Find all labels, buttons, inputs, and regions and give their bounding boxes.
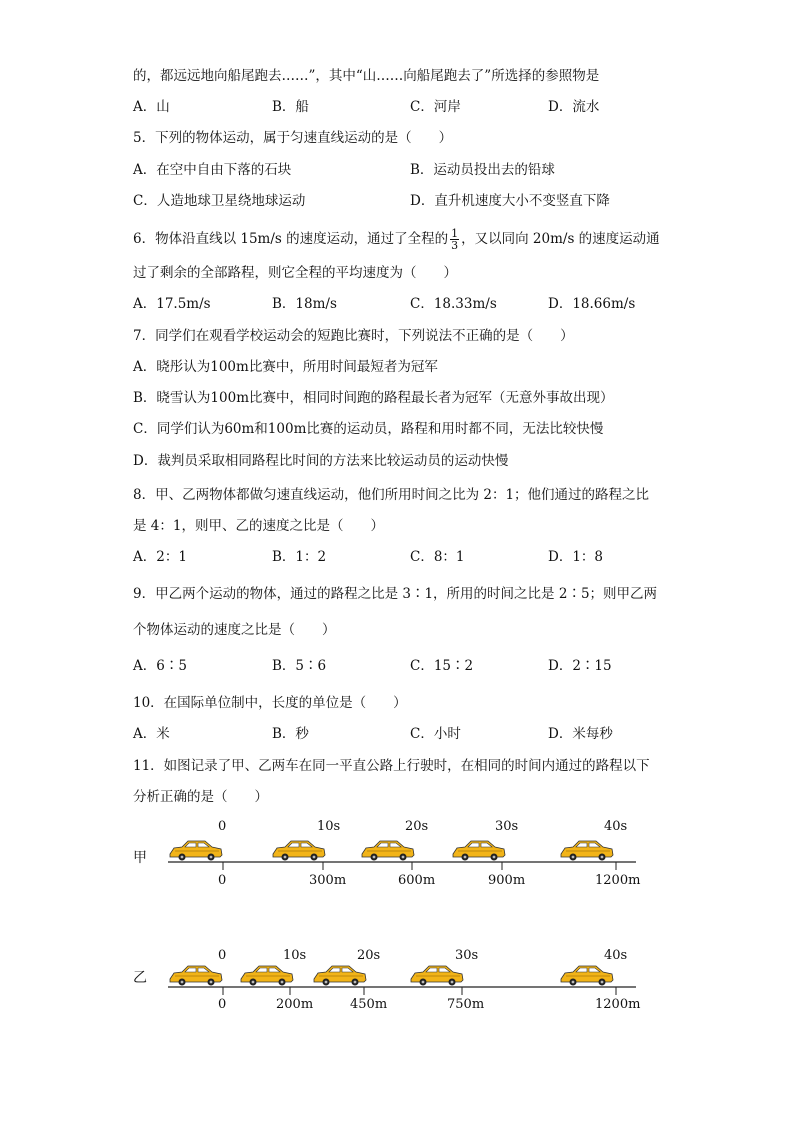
yi-time-10s: 10s bbox=[283, 948, 307, 963]
ticks-jia bbox=[223, 862, 616, 870]
car-icon-0 bbox=[170, 841, 222, 861]
yi-time-20s: 20s bbox=[357, 948, 381, 963]
q10-option-a[interactable]: A．米 bbox=[133, 726, 170, 742]
q10-option-c[interactable]: C．小时 bbox=[410, 726, 461, 742]
row-label-jia: 甲 bbox=[133, 850, 147, 866]
car-icon-0 bbox=[170, 966, 222, 986]
jia-time-20s: 20s bbox=[405, 819, 429, 834]
jia-distance-300m: 300m bbox=[309, 873, 347, 888]
q10-option-b[interactable]: B．秒 bbox=[272, 726, 309, 742]
q9-option-d[interactable]: D．2∶15 bbox=[548, 658, 612, 674]
q6-option-c[interactable]: C．18.33m/s bbox=[410, 296, 497, 312]
q4-option-c[interactable]: C．河岸 bbox=[410, 99, 461, 115]
q9-option-b[interactable]: B．5∶6 bbox=[272, 658, 327, 674]
yi-time-40s: 40s bbox=[604, 948, 628, 963]
q9-option-c[interactable]: C．15∶2 bbox=[410, 658, 474, 674]
q4-stem-tail: 的，都远远地向船尾跑去……”，其中“山……向船尾跑去了”所选择的参照物是 bbox=[133, 68, 600, 84]
car-icon-20s bbox=[362, 841, 414, 861]
q9-option-a[interactable]: A．6∶5 bbox=[133, 658, 187, 674]
jia-distance-900m: 900m bbox=[488, 873, 526, 888]
q4-option-b[interactable]: B．船 bbox=[272, 99, 309, 115]
q8-stem: 8．甲、乙两物体都做匀速直线运动，他们所用时间之比为 2：1；他们通过的路程之比 bbox=[133, 487, 650, 503]
fraction-denominator: 3 bbox=[451, 239, 459, 252]
q8-stem-line2: 是 4：1，则甲、乙的速度之比是（ ） bbox=[133, 518, 384, 534]
cars-yi bbox=[170, 966, 613, 986]
jia-distance-0: 0 bbox=[218, 873, 227, 888]
car-icon-20s bbox=[314, 966, 366, 986]
q6-stem-part-a: 6．物体沿直线以 15m/s 的速度运动，通过了全程的 bbox=[133, 231, 449, 247]
q5-option-c[interactable]: C．人造地球卫星绕地球运动 bbox=[133, 193, 306, 209]
q6-stem-line2: 过了剩余的全部路程，则它全程的平均速度为（ ） bbox=[133, 265, 457, 281]
jia-distance-1200m: 1200m bbox=[595, 873, 641, 888]
car-icon-40s bbox=[561, 841, 613, 861]
car-icon-30s bbox=[411, 966, 463, 986]
q10-option-d[interactable]: D．米每秒 bbox=[548, 726, 613, 742]
q11-stem: 11．如图记录了甲、乙两车在同一平直公路上行驶时，在相同的时间内通过的路程以下 bbox=[133, 758, 650, 774]
yi-distance-1200m: 1200m bbox=[595, 997, 641, 1012]
q7-option-b[interactable]: B．晓雪认为100m比赛中，相同时间跑的路程最长者为冠军（无意外事故出现） bbox=[133, 390, 614, 406]
q7-option-a[interactable]: A．晓彤认为100m比赛中，所用时间最短者为冠军 bbox=[133, 359, 438, 375]
q6-option-b[interactable]: B．18m/s bbox=[272, 296, 337, 312]
q6-option-a[interactable]: A．17.5m/s bbox=[133, 296, 211, 312]
q8-option-d[interactable]: D．1：8 bbox=[548, 549, 604, 565]
q8-option-a[interactable]: A．2：1 bbox=[133, 549, 187, 565]
yi-time-30s: 30s bbox=[455, 948, 479, 963]
car-icon-10s bbox=[273, 841, 325, 861]
q7-option-c[interactable]: C．同学们认为60m和100m比赛的运动员，路程和用时都不同，无法比较快慢 bbox=[133, 421, 604, 437]
jia-distance-600m: 600m bbox=[398, 873, 436, 888]
car-icon-30s bbox=[453, 841, 505, 861]
q7-option-d[interactable]: D．裁判员采取相同路程比时间的方法来比较运动员的运动快慢 bbox=[133, 453, 509, 469]
yi-distance-450m: 450m bbox=[350, 997, 388, 1012]
jia-time-0: 0 bbox=[218, 819, 227, 834]
q4-option-a[interactable]: A．山 bbox=[133, 99, 170, 115]
q5-option-a[interactable]: A．在空中自由下落的石块 bbox=[133, 162, 292, 178]
q8-option-c[interactable]: C．8：1 bbox=[410, 549, 465, 565]
q10-stem: 10．在国际单位制中，长度的单位是（ ） bbox=[133, 695, 407, 711]
q4-option-d[interactable]: D．流水 bbox=[548, 99, 600, 115]
yi-distance-0: 0 bbox=[218, 997, 227, 1012]
car-icon-40s bbox=[561, 966, 613, 986]
q8-option-b[interactable]: B．1：2 bbox=[272, 549, 327, 565]
q9-stem: 9．甲乙两个运动的物体，通过的路程之比是 3∶1，所用的时间之比是 2∶5；则甲乙两 bbox=[133, 586, 658, 602]
q6-option-d[interactable]: D．18.66m/s bbox=[548, 296, 636, 312]
jia-time-10s: 10s bbox=[317, 819, 341, 834]
car-icon-10s bbox=[241, 966, 293, 986]
q5-option-d[interactable]: D．直升机速度大小不变竖直下降 bbox=[410, 193, 610, 209]
cars-jia bbox=[170, 841, 613, 861]
yi-time-0: 0 bbox=[218, 948, 227, 963]
q5-option-b[interactable]: B．运动员投出去的铅球 bbox=[410, 162, 555, 178]
q9-stem-line2: 个物体运动的速度之比是（ ） bbox=[133, 622, 336, 638]
q11-stem-line2: 分析正确的是（ ） bbox=[133, 789, 268, 805]
yi-distance-750m: 750m bbox=[447, 997, 485, 1012]
q5-stem: 5．下列的物体运动，属于匀速直线运动的是（ ） bbox=[133, 130, 453, 146]
row-label-yi: 乙 bbox=[133, 970, 147, 986]
yi-distance-200m: 200m bbox=[276, 997, 314, 1012]
ticks-yi bbox=[223, 987, 616, 995]
jia-time-40s: 40s bbox=[604, 819, 628, 834]
jia-time-30s: 30s bbox=[495, 819, 519, 834]
q6-stem-part-b: ，又以同向 20m/s 的速度运动通 bbox=[461, 231, 660, 247]
q7-stem: 7．同学们在观看学校运动会的短跑比赛时，下列说法不正确的是（ ） bbox=[133, 328, 574, 344]
fraction-numerator: 1 bbox=[451, 227, 459, 240]
